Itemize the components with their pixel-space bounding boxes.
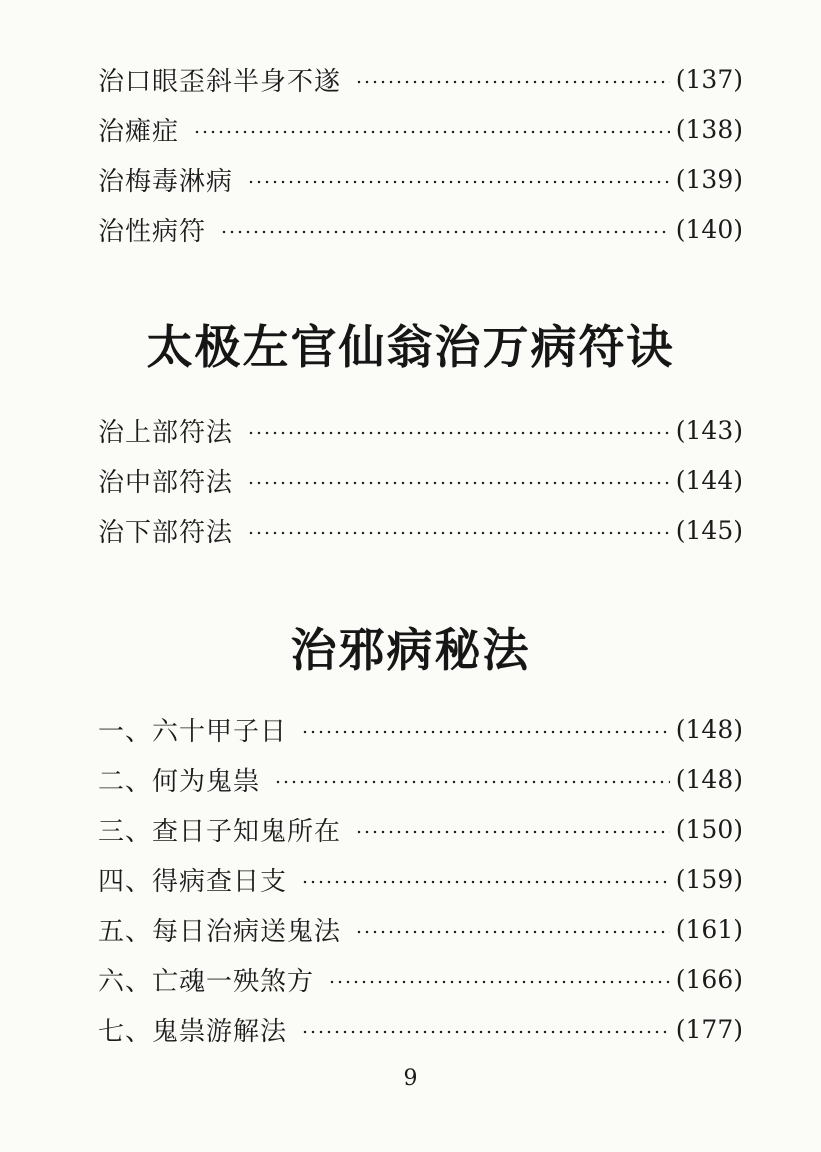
dot-leader — [301, 880, 670, 884]
toc-entry-title: 三、查日子知鬼所在 — [98, 816, 342, 847]
toc-entry[interactable] — [98, 209, 743, 249]
toc-entry-page: (144) — [675, 465, 743, 495]
toc-entry-title: 七、鬼祟游解法 — [98, 1016, 288, 1047]
toc-entry-title: 二、何为鬼祟 — [98, 766, 261, 797]
toc-entry[interactable] — [98, 909, 743, 949]
toc-entry-title: 四、得病查日支 — [98, 866, 288, 897]
dot-leader — [301, 730, 670, 734]
toc-entry[interactable] — [98, 1009, 743, 1049]
toc-entry-page: (140) — [675, 214, 743, 244]
toc-entry-title: 一、六十甲子日 — [98, 716, 288, 747]
toc-entry-title: 治下部符法 — [98, 517, 234, 548]
toc-entry[interactable] — [98, 809, 743, 849]
toc-entry-title: 治中部符法 — [98, 467, 234, 498]
toc-entry[interactable] — [98, 859, 743, 899]
toc-entry-page: (161) — [675, 914, 743, 944]
toc-entry-title: 治梅毒淋病 — [98, 166, 234, 197]
dot-leader — [247, 481, 670, 485]
dot-leader — [301, 1030, 670, 1034]
dot-leader — [220, 230, 670, 234]
toc-entry-page: (177) — [675, 1014, 743, 1044]
toc-entry-title: 六、亡魂一殃煞方 — [98, 966, 315, 997]
toc-entry[interactable] — [98, 159, 743, 199]
section-heading: 太极左官仙翁治万病符诀 — [146, 320, 675, 374]
toc-entry[interactable] — [98, 510, 743, 550]
toc-entry[interactable] — [98, 410, 743, 450]
dot-leader — [355, 80, 670, 84]
toc-entry-page: (159) — [675, 864, 743, 894]
page-number: 9 — [403, 1066, 418, 1091]
toc-entry-title: 治瘫症 — [98, 116, 180, 147]
dot-leader — [274, 780, 670, 784]
toc-entry-title: 治口眼歪斜半身不遂 — [98, 66, 342, 97]
toc-entry-page: (148) — [675, 714, 743, 744]
toc-entry-title: 五、每日治病送鬼法 — [98, 916, 342, 947]
toc-entry[interactable] — [98, 959, 743, 999]
toc-entry-page: (166) — [675, 964, 743, 994]
toc-entry-page: (143) — [675, 415, 743, 445]
dot-leader — [247, 431, 670, 435]
toc-entry[interactable] — [98, 759, 743, 799]
toc-entry-page: (150) — [675, 814, 743, 844]
dot-leader — [355, 830, 670, 834]
toc-entry-title: 治性病符 — [98, 216, 207, 247]
toc-entry[interactable] — [98, 59, 743, 99]
toc-entry-page: (137) — [675, 64, 743, 94]
dot-leader — [355, 930, 670, 934]
dot-leader — [247, 531, 670, 535]
toc-entry[interactable] — [98, 709, 743, 749]
toc-entry-page: (145) — [675, 515, 743, 545]
toc-entry-page: (139) — [675, 164, 743, 194]
dot-leader — [328, 980, 670, 984]
dot-leader — [193, 130, 670, 134]
toc-entry-page: (138) — [675, 114, 743, 144]
toc-entry-title: 治上部符法 — [98, 417, 234, 448]
dot-leader — [247, 180, 670, 184]
toc-entry-page: (148) — [675, 764, 743, 794]
toc-entry[interactable] — [98, 460, 743, 500]
toc-entry[interactable] — [98, 109, 743, 149]
section-heading: 治邪病秘法 — [290, 623, 531, 677]
